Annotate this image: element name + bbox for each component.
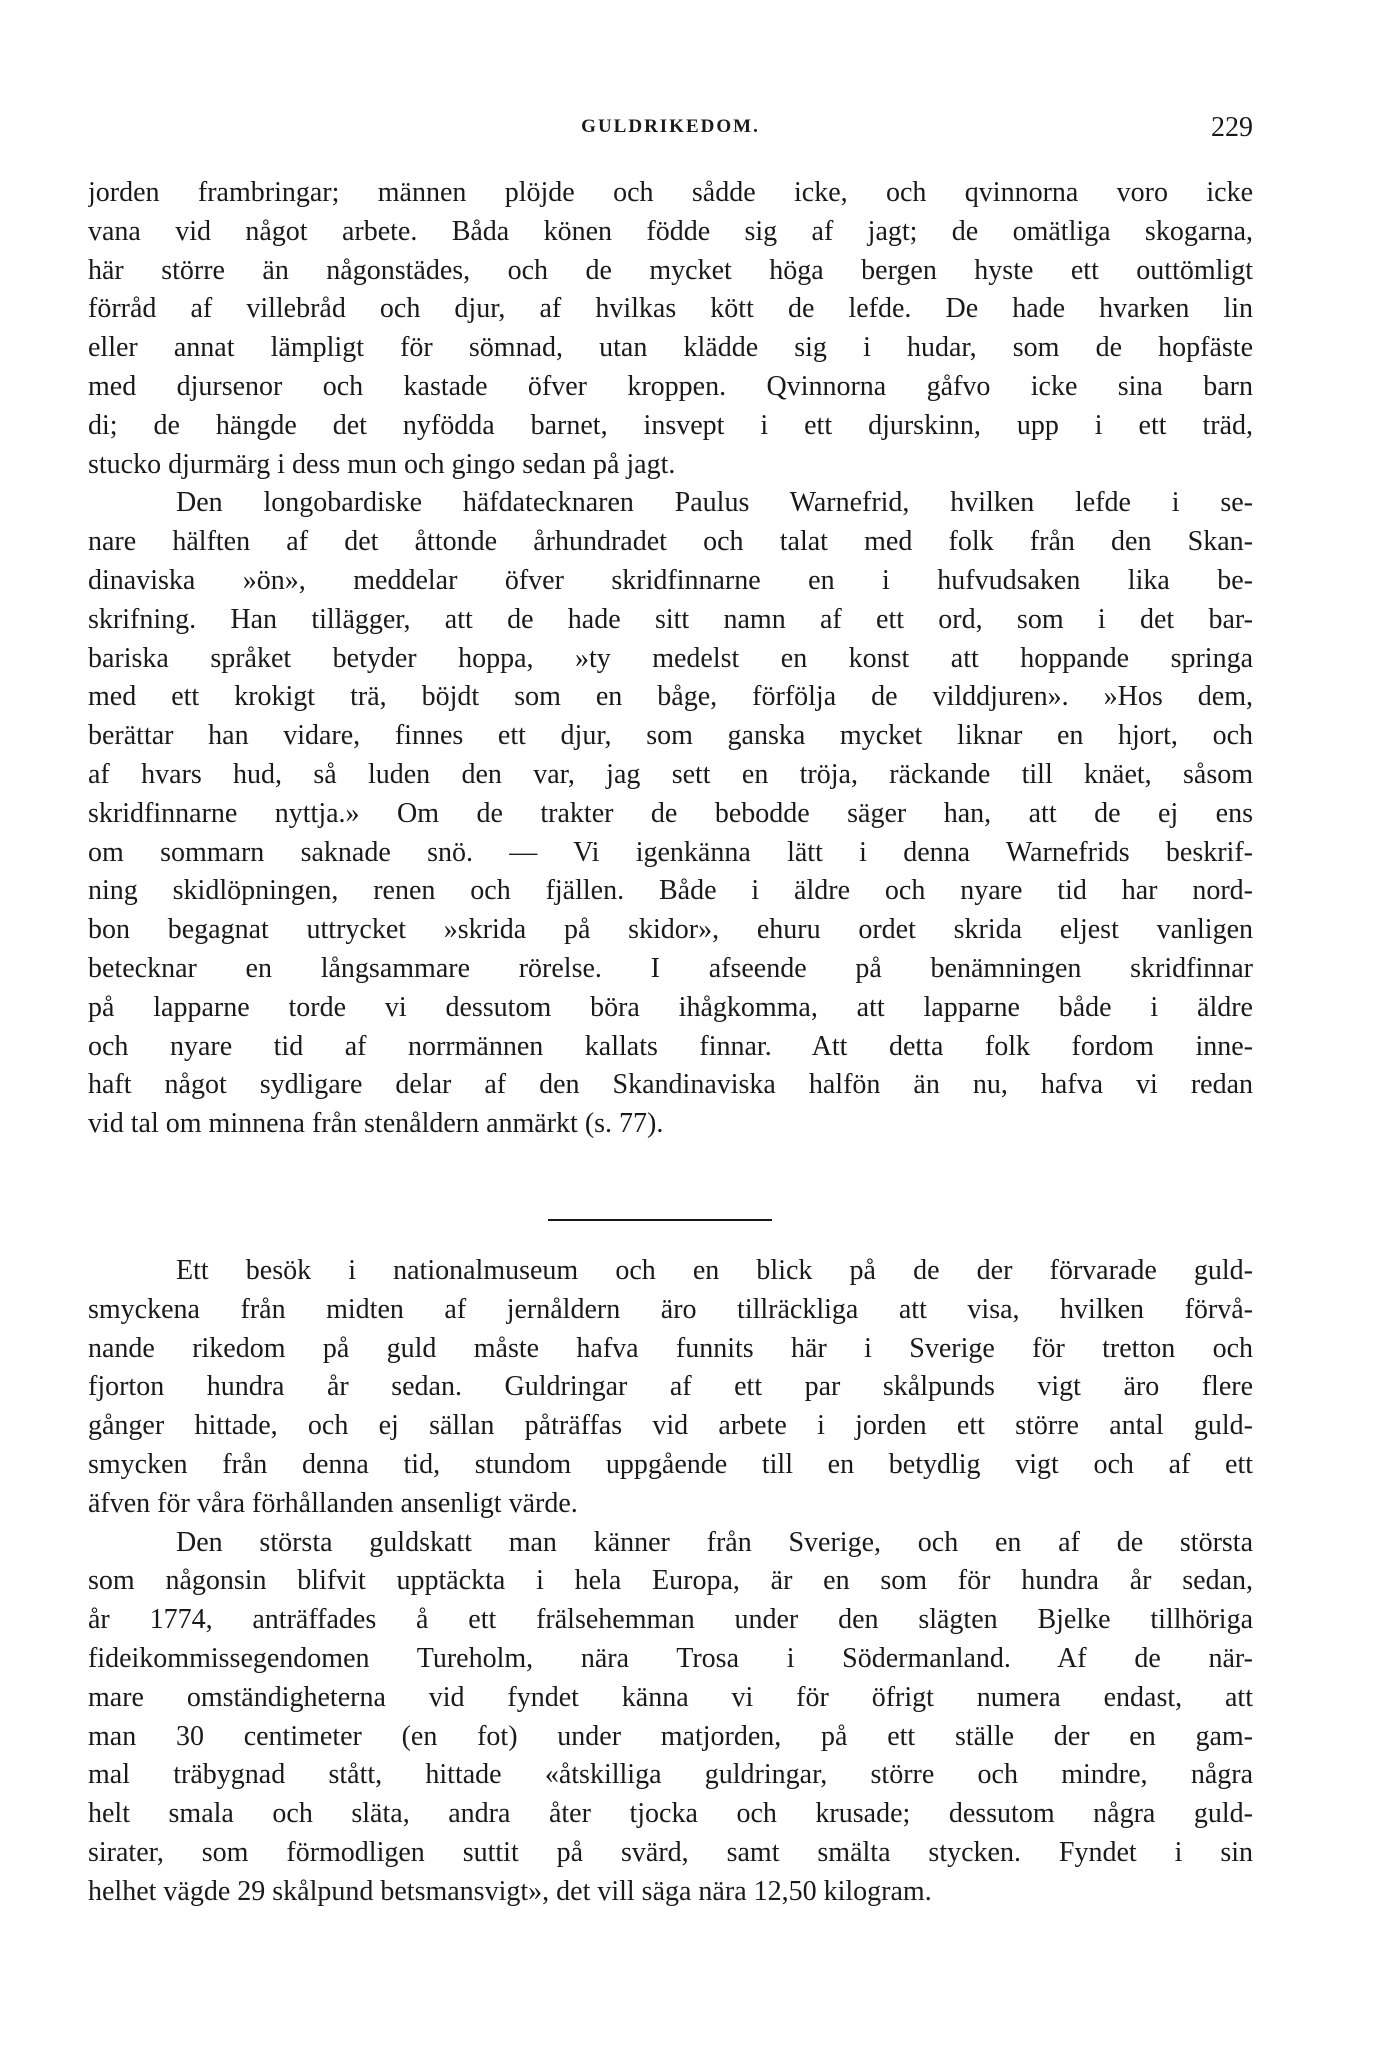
text-line: som någonsin blifvit upptäckta i hela Europa, är en som för hundra år sedan,	[88, 1565, 1253, 1597]
text-line: år 1774, anträffades å ett frälsehemman under den slägten Bjelke tillhöriga	[88, 1604, 1253, 1636]
text-line: mare omständigheterna vid fyndet känna vi för öfrigt numera endast, att	[88, 1681, 1253, 1713]
text-line: dinaviska »ön», meddelar öfver skridfinnarne en i hufvudsaken lika be-	[88, 564, 1253, 596]
text-line: skridfinnarne nyttja.» Om de trakter de bebodde säger han, att de ej ens	[88, 797, 1253, 829]
text-line: vid tal om minnena från stenåldern anmärkt (s. 77).	[88, 1108, 664, 1140]
text-line: jorden frambringar; männen plöjde och sådde icke, och qvinnorna voro icke	[88, 177, 1253, 208]
text-line: helt smala och släta, andra åter tjocka och krusade; dessutom några guld-	[88, 1798, 1253, 1830]
text-line: Ett besök i nationalmuseum och en blick på de der förvarade guld-	[176, 1255, 1253, 1286]
page-number: 229	[1211, 112, 1253, 143]
text-line: här större än någonstädes, och de mycket höga bergen hyste ett outtömligt	[88, 254, 1253, 286]
text-block-1	[88, 174, 1253, 1144]
text-line: eller annat lämpligt för sömnad, utan klädde sig i hudar, som de hopfäste	[88, 332, 1253, 364]
text-line: af hvars hud, så luden den var, jag sett en tröja, räckande till knäet, såsom	[88, 758, 1253, 790]
text-line: stucko djurmärg i dess mun och gingo sedan på jagt.	[88, 448, 676, 480]
text-line: ning skidlöpningen, renen och fjällen. Både i äldre och nyare tid har nord-	[88, 875, 1253, 907]
text-line: förråd af villebråd och djur, af hvilkas kött de lefde. De hade hvarken lin	[88, 293, 1253, 325]
text-block-2	[88, 1252, 1253, 1912]
text-line: och nyare tid af norrmännen kallats finnar. Att detta folk fordom inne-	[88, 1030, 1253, 1062]
text-line: haft något sydligare delar af den Skandinaviska halfön än nu, hafva vi redan	[88, 1069, 1253, 1101]
text-line: mal träbygnad stått, hittade «åtskilliga guldringar, större och mindre, några	[88, 1759, 1253, 1791]
text-line: sirater, som förmodligen suttit på svärd, samt smälta stycken. Fyndet i sin	[88, 1836, 1253, 1868]
text-line: man 30 centimeter (en fot) under matjorden, på ett ställe der en gam-	[88, 1720, 1253, 1752]
text-line: äfven för våra förhållanden ansenligt värde.	[88, 1487, 578, 1519]
text-line: om sommarn saknade snö. — Vi igenkänna lätt i denna Warnefrids beskrif-	[88, 836, 1253, 868]
text-line: fjorton hundra år sedan. Guldringar af ett par skålpunds vigt äro flere	[88, 1371, 1253, 1403]
text-line: Den longobardiske häfdatecknaren Paulus Warnefrid, hvilken lefde i se-	[176, 487, 1253, 519]
text-line: bon begagnat uttrycket »skrida på skidor», ehuru ordet skrida eljest vanligen	[88, 914, 1253, 946]
text-line: nare hälften af det åttonde århundradet och talat med folk från den Skan-	[88, 526, 1253, 558]
text-line: nande rikedom på guld måste hafva funnits här i Sverige för tretton och	[88, 1332, 1253, 1364]
text-line: med djursenor och kastade öfver kroppen. Qvinnorna gåfvo icke sina barn	[88, 370, 1253, 402]
text-line: på lapparne torde vi dessutom böra ihågkomma, att lapparne både i äldre	[88, 991, 1253, 1023]
text-line: smyckena från midten af jernåldern äro tillräckliga att visa, hvilken förvå-	[88, 1293, 1253, 1325]
section-divider	[548, 1219, 772, 1221]
text-line: gånger hittade, och ej sällan påträffas vid arbete i jorden ett större antal guld-	[88, 1410, 1253, 1442]
text-line: bariska språket betyder hoppa, »ty medelst en konst att hoppande springa	[88, 642, 1253, 674]
text-line: smycken från denna tid, stundom uppgående till en betydlig vigt och af ett	[88, 1448, 1253, 1480]
running-head	[88, 112, 1253, 156]
text-line: vana vid något arbete. Båda könen födde sig af jagt; de omätliga skogarna,	[88, 215, 1253, 247]
running-title: GULDRIKEDOM.	[581, 116, 760, 137]
text-line: helhet vägde 29 skålpund betsmansvigt», det vill säga nära 12,50 kilogram.	[88, 1875, 932, 1907]
text-line: fideikommissegendomen Tureholm, nära Trosa i Södermanland. Af de när-	[88, 1642, 1253, 1674]
text-line: Den största guldskatt man känner från Sverige, och en af de största	[176, 1526, 1253, 1558]
text-line: berättar han vidare, finnes ett djur, som ganska mycket liknar en hjort, och	[88, 720, 1253, 752]
text-line: skrifning. Han tillägger, att de hade sitt namn af ett ord, som i det bar-	[88, 603, 1253, 635]
text-line: betecknar en långsammare rörelse. I afseende på benämningen skridfinnar	[88, 952, 1253, 984]
text-line: di; de hängde det nyfödda barnet, insvept i ett djurskinn, upp i ett träd,	[88, 409, 1253, 441]
text-line: med ett krokigt trä, böjdt som en båge, förfölja de vilddjuren». »Hos dem,	[88, 681, 1253, 713]
